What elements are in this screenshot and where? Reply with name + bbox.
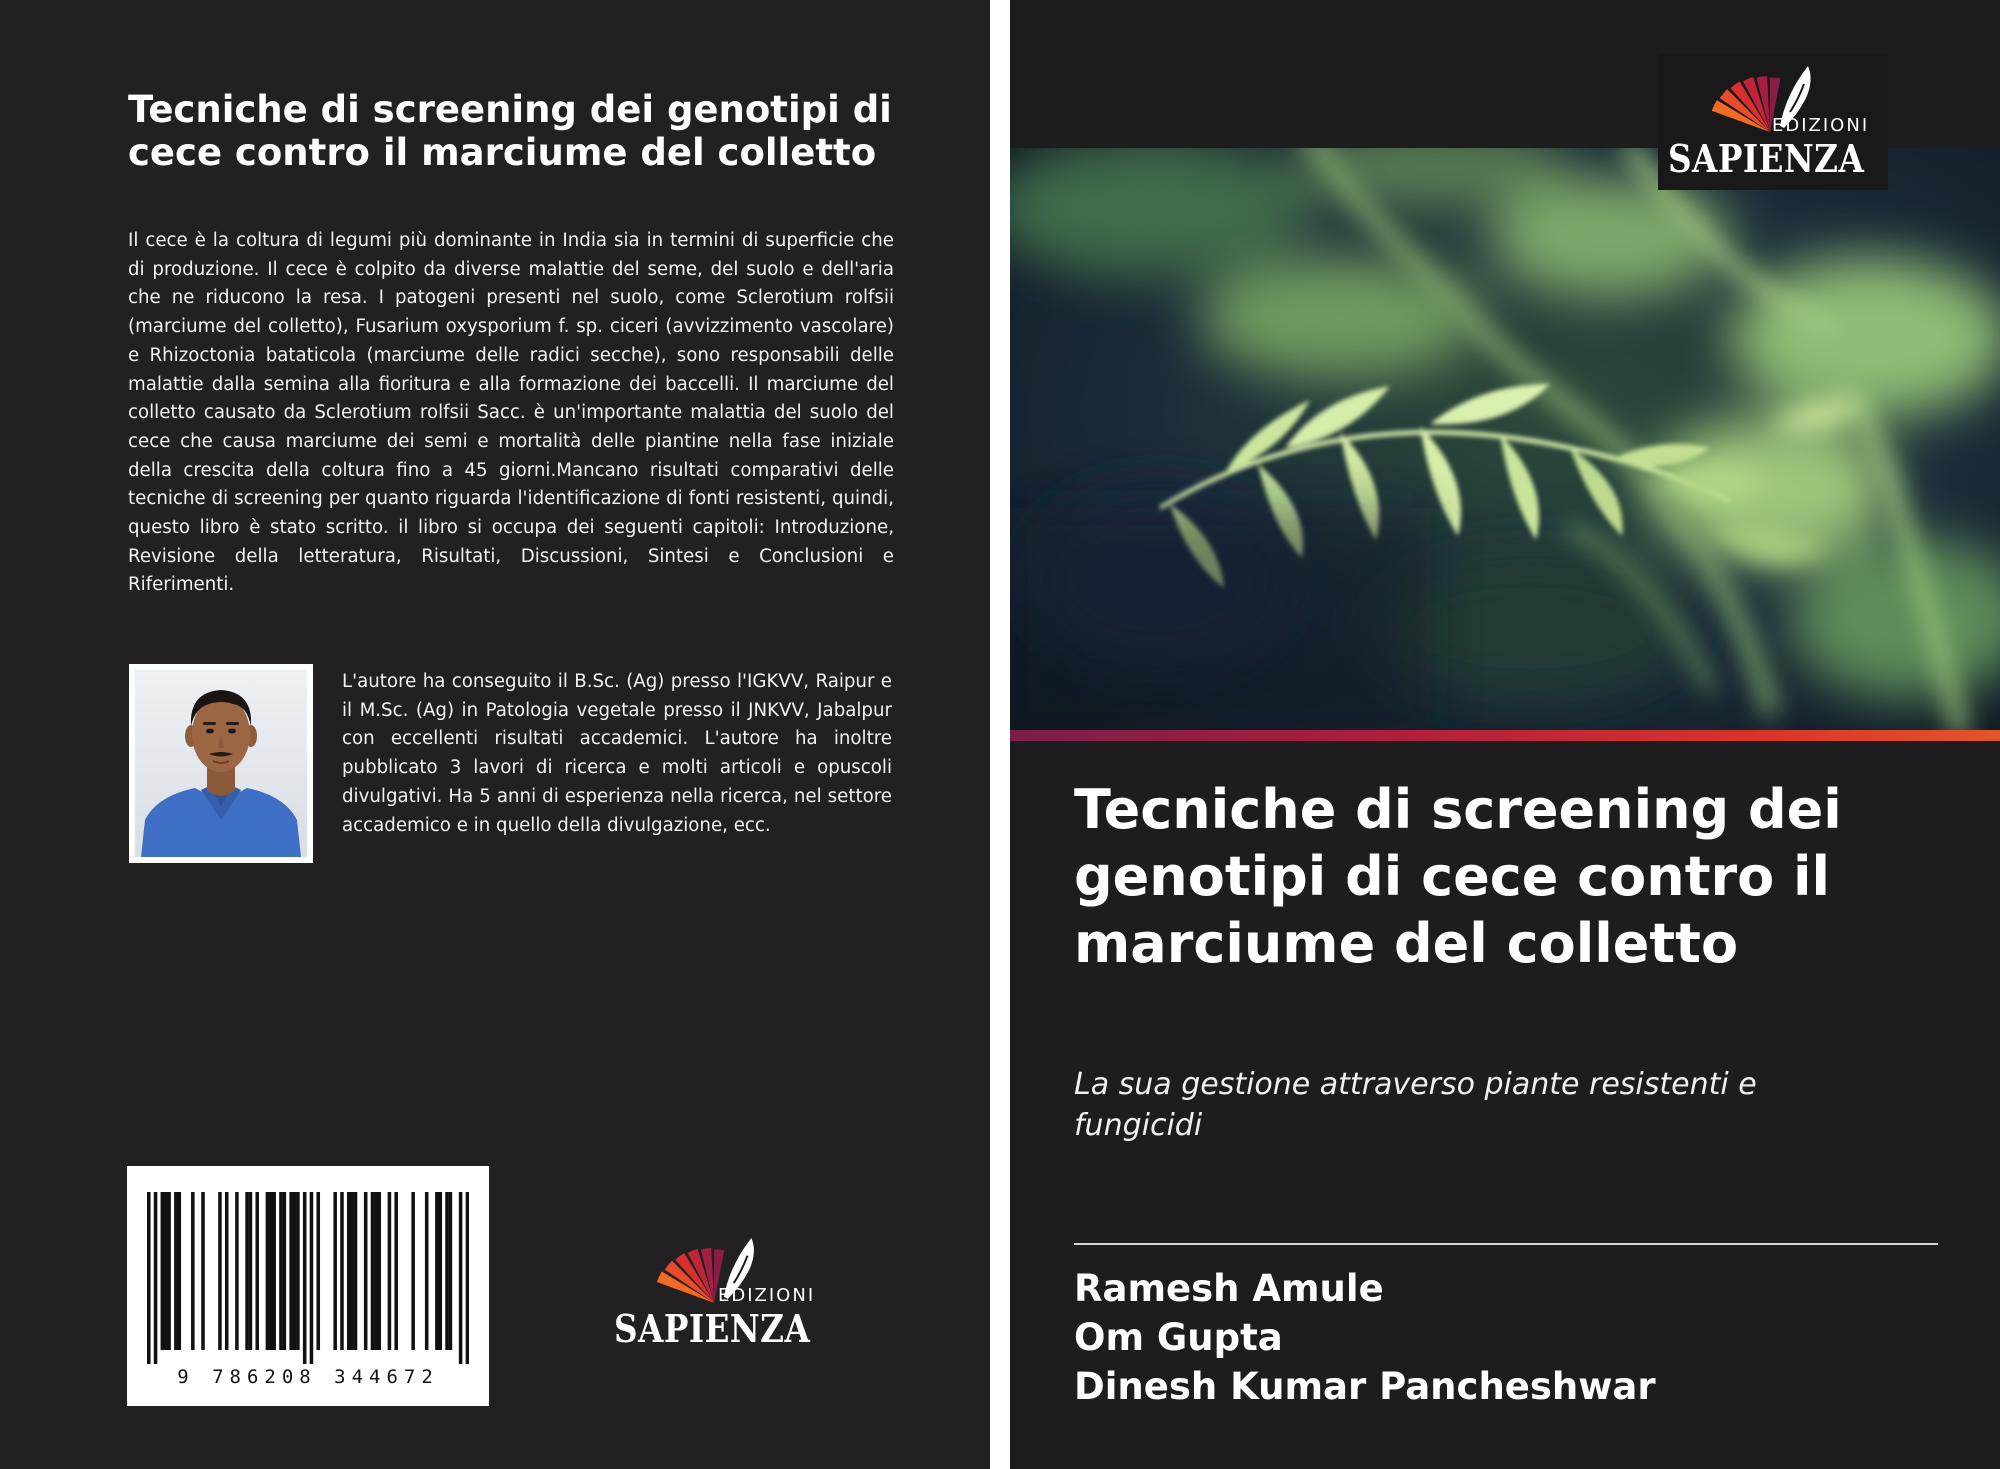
front-cover-subtitle: La sua gestione attraverso piante resistenti e fungicidi <box>1074 1067 1757 1143</box>
front-cover <box>1010 0 2000 1469</box>
back-cover-blurb: Il cece è la coltura di legumi più dominante in India sia in termini di superficie che di produzione. Il cece è colpito da diverse malattie del seme, del suolo e dell'aria che ne riducono la resa. I patogeni presenti nel suolo, come Sclerotium rolfsii (marciume del colletto), Fusarium oxysporium f. sp. ciceri (avvizzimento vascolare) e Rhizoctonia bataticola (marciume delle radici secche), sono responsabili delle malattie dalla semina alla fioritura e alla formazione dei baccelli. Il marciume del colletto causato da Sclerotium rolfsii Sacc. è un'importante malattia del suolo del cece che causa marciume dei semi e mortalità delle piantine nella fase iniziale della crescita della coltura fino a 45 giorni.Mancano risultati comparativi delle tecniche di screening per quanto riguarda l'identificazione di fonti resistenti, quindi, questo libro è stato scritto. il libro si occupa dei seguenti capitoli: Introduzione, Revisione della letteratura, Risultati, Discussioni, Sintesi e Conclusioni e Riferimenti. <box>128 230 894 596</box>
cover-image <box>1010 148 2000 730</box>
chickpea-leaf-photo-icon <box>1010 148 2000 730</box>
isbn-barcode <box>127 1166 489 1406</box>
author-list <box>1074 1264 1954 1411</box>
authors-divider <box>1074 1243 1938 1245</box>
publisher-name: SAPIENZA <box>1668 136 1865 181</box>
publisher-logo-front <box>1658 54 1888 190</box>
author-name: Om Gupta <box>1074 1316 1283 1359</box>
front-cover-title: Tecniche di screening dei genotipi di cece contro il marciume del colletto <box>1074 778 1842 975</box>
accent-bar <box>1010 730 2000 741</box>
publisher-imprint: EDIZIONI <box>718 1285 816 1306</box>
author-photo <box>129 664 313 863</box>
back-cover-title: Tecniche di screening dei genotipi di cece contro il marciume del colletto <box>128 88 892 174</box>
author-portrait-icon <box>135 670 307 857</box>
author-bio: L'autore ha conseguito il B.Sc. (Ag) presso l'IGKVV, Raipur e il M.Sc. (Ag) in Patologia vegetale presso il JNKVV, Jabalpur con eccellenti risultati accademici. L'autore ha inoltre pubblicato 3 lavori di ricerca e molti articoli e opuscoli divulgativi. Ha 5 anni di esperienza nella ricerca, nel settore accademico e in quello della divulgazione, ecc. <box>342 671 892 836</box>
barcode-icon <box>147 1192 469 1364</box>
publisher-imprint: EDIZIONI <box>1772 115 1870 136</box>
isbn-number: 9 786208 344672 <box>177 1366 439 1388</box>
author-name: Dinesh Kumar Pancheshwar <box>1074 1365 1656 1408</box>
back-cover <box>0 0 990 1469</box>
publisher-name: SAPIENZA <box>614 1306 811 1351</box>
page-gap <box>990 0 1010 1469</box>
author-name: Ramesh Amule <box>1074 1267 1384 1310</box>
publisher-logo-back <box>604 1224 830 1362</box>
